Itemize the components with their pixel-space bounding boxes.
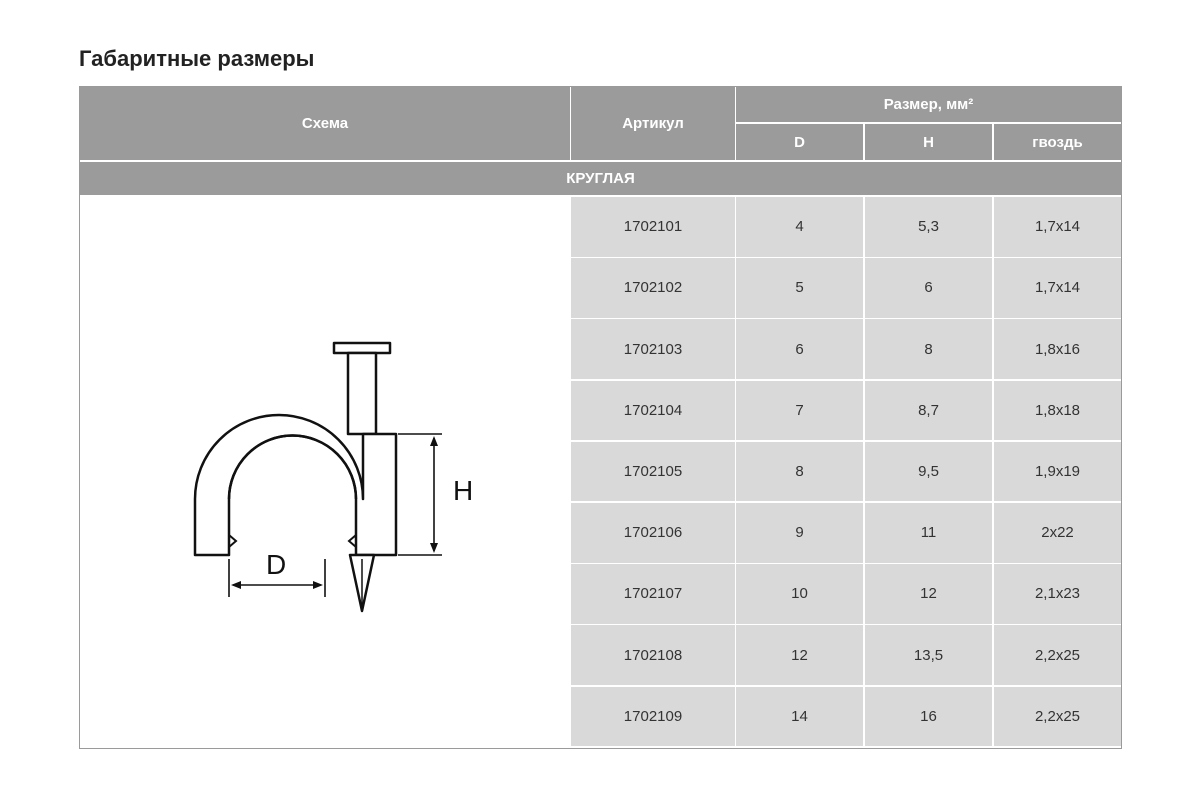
cell-article: 1702105 xyxy=(571,442,735,502)
cell-d: 10 xyxy=(736,564,863,624)
label-h: H xyxy=(453,475,474,506)
cell-h: 11 xyxy=(865,503,992,563)
header-d: D xyxy=(736,124,863,160)
cell-d: 14 xyxy=(736,687,863,747)
cell-h: 6 xyxy=(865,258,992,318)
cell-h: 16 xyxy=(865,687,992,747)
header-size-group: Размер, мм² xyxy=(736,87,1121,122)
cell-h: 12 xyxy=(865,564,992,624)
nail-shank xyxy=(348,353,376,434)
cell-h: 13,5 xyxy=(865,625,992,685)
cell-article: 1702107 xyxy=(571,564,735,624)
cell-nail: 1,9x19 xyxy=(994,442,1121,502)
cell-d: 5 xyxy=(736,258,863,318)
header-nail: гвоздь xyxy=(994,124,1121,160)
cell-article: 1702101 xyxy=(571,197,735,257)
cell-d: 7 xyxy=(736,381,863,441)
cell-nail: 2,2x25 xyxy=(994,625,1121,685)
nail-head xyxy=(334,343,390,353)
cell-h: 8 xyxy=(865,319,992,379)
cell-nail: 2,1x23 xyxy=(994,564,1121,624)
cell-nail: 1,8x16 xyxy=(994,319,1121,379)
cell-h: 9,5 xyxy=(865,442,992,502)
cell-article: 1702104 xyxy=(571,381,735,441)
cell-nail: 1,7x14 xyxy=(994,258,1121,318)
cell-article: 1702106 xyxy=(571,503,735,563)
cell-nail: 2,2x25 xyxy=(994,687,1121,747)
header-scheme: Схема xyxy=(80,87,570,160)
cell-h: 8,7 xyxy=(865,381,992,441)
cell-d: 4 xyxy=(736,197,863,257)
label-d: D xyxy=(266,549,287,580)
cell-nail: 1,7x14 xyxy=(994,197,1121,257)
cell-article: 1702108 xyxy=(571,625,735,685)
cell-nail: 2x22 xyxy=(994,503,1121,563)
cell-d: 9 xyxy=(736,503,863,563)
header-article: Артикул xyxy=(571,87,735,160)
cell-nail: 1,8x18 xyxy=(994,381,1121,441)
header-h: H xyxy=(865,124,992,160)
section-label: КРУГЛАЯ xyxy=(80,162,1121,195)
cell-article: 1702103 xyxy=(571,319,735,379)
cell-d: 8 xyxy=(736,442,863,502)
cell-article: 1702102 xyxy=(571,258,735,318)
cell-d: 12 xyxy=(736,625,863,685)
page-title: Габаритные размеры xyxy=(79,46,315,71)
cable-clip-diagram xyxy=(80,197,570,749)
cell-h: 5,3 xyxy=(865,197,992,257)
dimensions-table xyxy=(79,86,1122,749)
cell-d: 6 xyxy=(736,319,863,379)
cell-article: 1702109 xyxy=(571,687,735,747)
